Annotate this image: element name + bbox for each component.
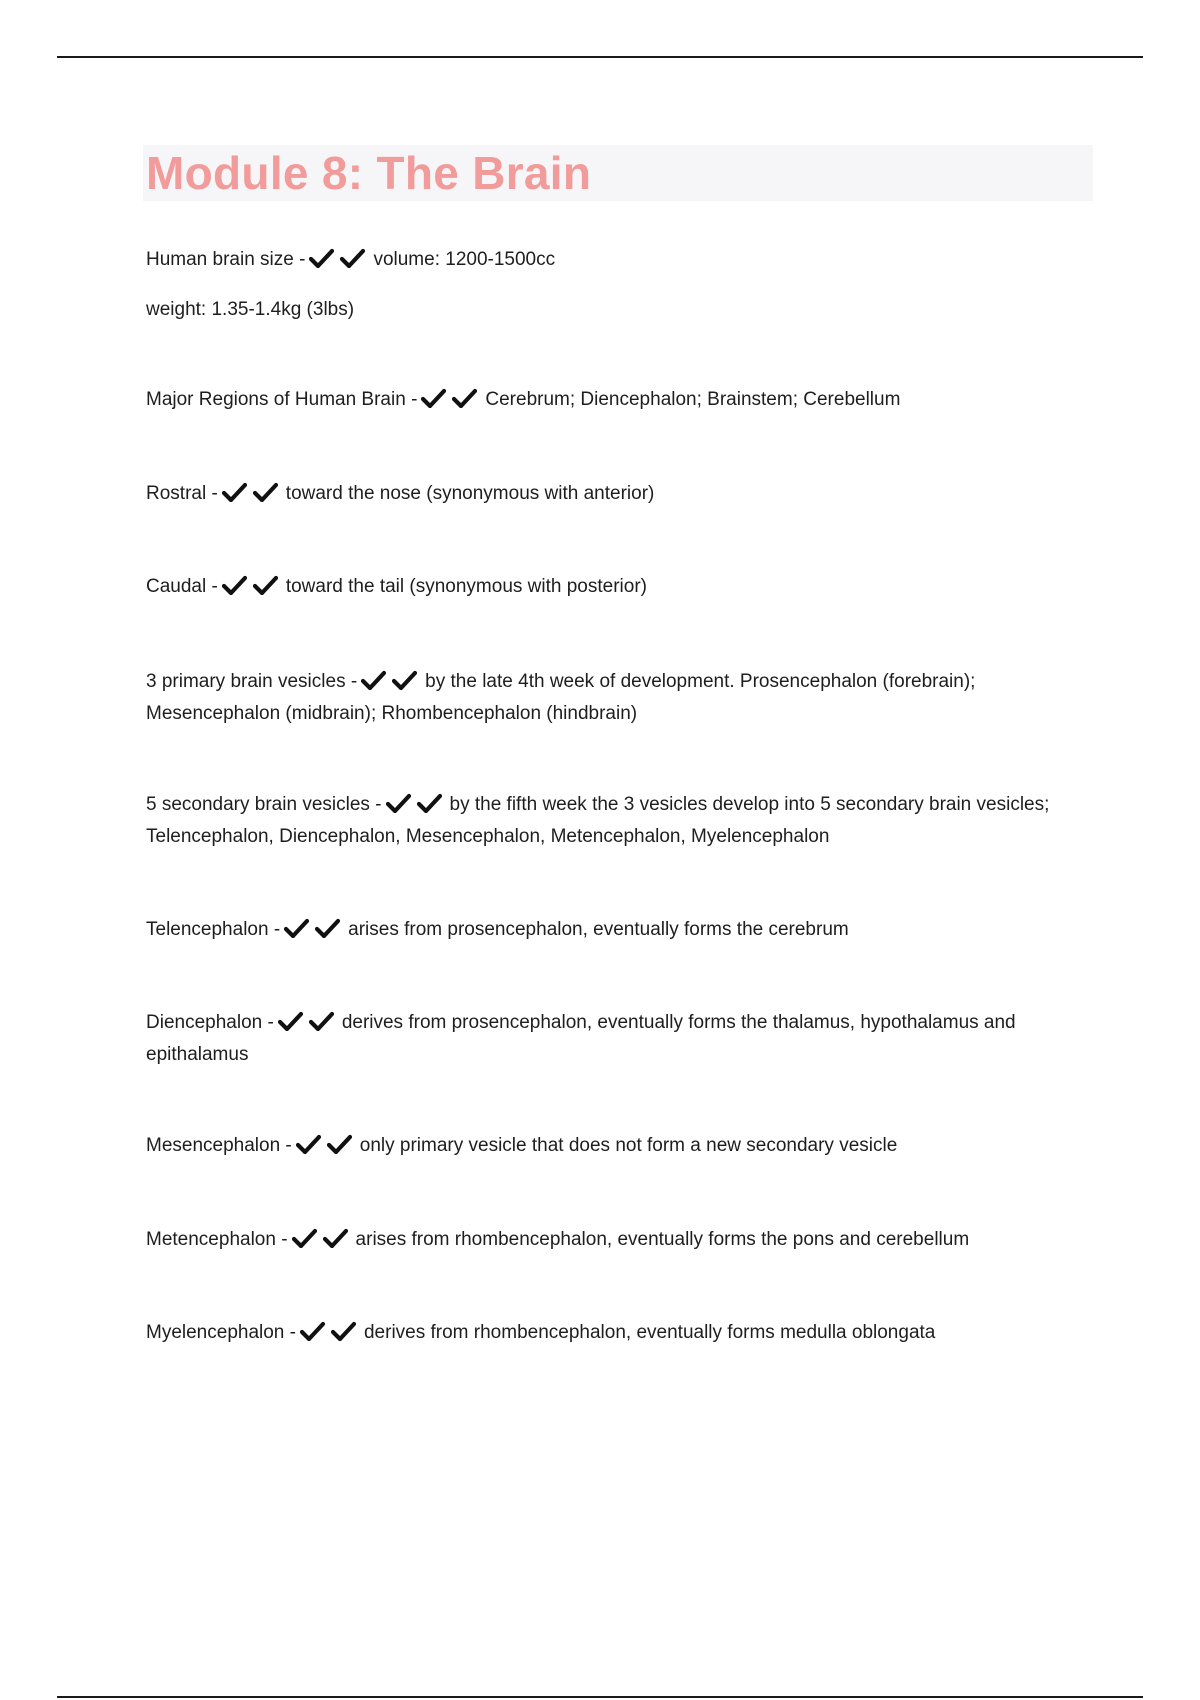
- flashcard-entry: [146, 479, 1086, 511]
- flashcard-entry: [146, 915, 1086, 947]
- entry-term: Human brain size -: [146, 249, 306, 270]
- flashcard-entry: [146, 1225, 1086, 1257]
- entry-line: [146, 1008, 1086, 1069]
- check-mark-icon: [296, 1134, 321, 1154]
- entry-definition: arises from prosencephalon, eventually forms the cerebrum: [348, 919, 849, 940]
- check-marks: [421, 388, 483, 417]
- check-mark-icon: [392, 670, 417, 690]
- check-mark-icon: [340, 248, 365, 268]
- entry-extra: weight: 1.35-1.4kg (3lbs): [146, 299, 355, 320]
- check-mark-icon: [222, 482, 247, 502]
- check-marks: [222, 482, 284, 511]
- flashcard-entry: [146, 790, 1086, 851]
- entry-term: 5 secondary brain vesicles -: [146, 794, 382, 815]
- flashcard-entry: [146, 245, 1086, 324]
- entry-term: 3 primary brain vesicles -: [146, 671, 358, 692]
- entry-term: Telencephalon -: [146, 919, 281, 940]
- check-mark-icon: [452, 388, 477, 408]
- check-mark-icon: [421, 388, 446, 408]
- entry-definition: by the late 4th week of development. Prosencephalon (forebrain); Mesencephalon (midbrain); Rhombencephalon (hindbrain): [146, 671, 976, 724]
- entry-line: [146, 479, 1086, 511]
- entry-definition: toward the nose (synonymous with anterior): [285, 483, 655, 504]
- check-mark-icon: [253, 575, 278, 595]
- entry-term: Diencephalon -: [146, 1012, 274, 1033]
- flashcard-entry: [146, 572, 1086, 604]
- check-marks: [386, 793, 448, 822]
- check-marks: [284, 918, 346, 947]
- check-mark-icon: [327, 1134, 352, 1154]
- page-title: Module 8: The Brain: [146, 147, 592, 199]
- entry-definition: arises from rhombencephalon, eventually forms the pons and cerebellum: [355, 1229, 970, 1250]
- entry-definition: by the fifth week the 3 vesicles develop into 5 secondary brain vesicles; Telencephalon, Diencephalon, Mesencephalon, Metencephalon, Myelencephalon: [146, 794, 1050, 847]
- check-mark-icon: [309, 248, 334, 268]
- flashcard-entry: [146, 1318, 1086, 1350]
- entry-definition: only primary vesicle that does not form a new secondary vesicle: [359, 1135, 898, 1156]
- entry-definition: toward the tail (synonymous with posterior): [285, 576, 647, 597]
- entry-line: [146, 245, 1086, 277]
- entry-line: [146, 1318, 1086, 1350]
- check-marks: [309, 248, 371, 277]
- check-mark-icon: [331, 1321, 356, 1341]
- check-mark-icon: [417, 793, 442, 813]
- entry-term: Metencephalon -: [146, 1229, 288, 1250]
- top-rule: [57, 56, 1143, 58]
- entry-line: [146, 915, 1086, 947]
- entry-line: [146, 1131, 1086, 1163]
- check-mark-icon: [278, 1011, 303, 1031]
- check-mark-icon: [386, 793, 411, 813]
- check-mark-icon: [315, 918, 340, 938]
- entry-definition: volume: 1200-1500cc: [373, 249, 556, 270]
- entry-term: Mesencephalon -: [146, 1135, 292, 1156]
- flashcard-entry: [146, 667, 1086, 728]
- entry-definition: Cerebrum; Diencephalon; Brainstem; Cerebellum: [485, 389, 901, 410]
- check-marks: [300, 1321, 362, 1350]
- entry-line: [146, 572, 1086, 604]
- check-mark-icon: [323, 1228, 348, 1248]
- check-mark-icon: [292, 1228, 317, 1248]
- entry-line: [146, 1225, 1086, 1257]
- entry-line: [146, 385, 1086, 417]
- entry-term: Caudal -: [146, 576, 218, 597]
- check-mark-icon: [222, 575, 247, 595]
- check-marks: [296, 1134, 358, 1163]
- entry-line: [146, 790, 1086, 851]
- entry-line: [146, 667, 1086, 728]
- check-mark-icon: [253, 482, 278, 502]
- check-mark-icon: [284, 918, 309, 938]
- check-mark-icon: [300, 1321, 325, 1341]
- flashcard-entry: [146, 1131, 1086, 1163]
- check-marks: [361, 670, 423, 699]
- entry-definition: derives from prosencephalon, eventually forms the thalamus, hypothalamus and epithalamus: [146, 1012, 1016, 1065]
- check-mark-icon: [309, 1011, 334, 1031]
- entry-definition: derives from rhombencephalon, eventually forms medulla oblongata: [363, 1322, 936, 1343]
- entry-term: Rostral -: [146, 483, 218, 504]
- flashcard-entry: [146, 385, 1086, 417]
- check-marks: [292, 1228, 354, 1257]
- flashcard-entry: [146, 1008, 1086, 1069]
- check-mark-icon: [361, 670, 386, 690]
- check-marks: [222, 575, 284, 604]
- bottom-rule: [57, 1696, 1143, 1698]
- check-marks: [278, 1011, 340, 1040]
- entry-term: Major Regions of Human Brain -: [146, 389, 418, 410]
- entry-term: Myelencephalon -: [146, 1322, 296, 1343]
